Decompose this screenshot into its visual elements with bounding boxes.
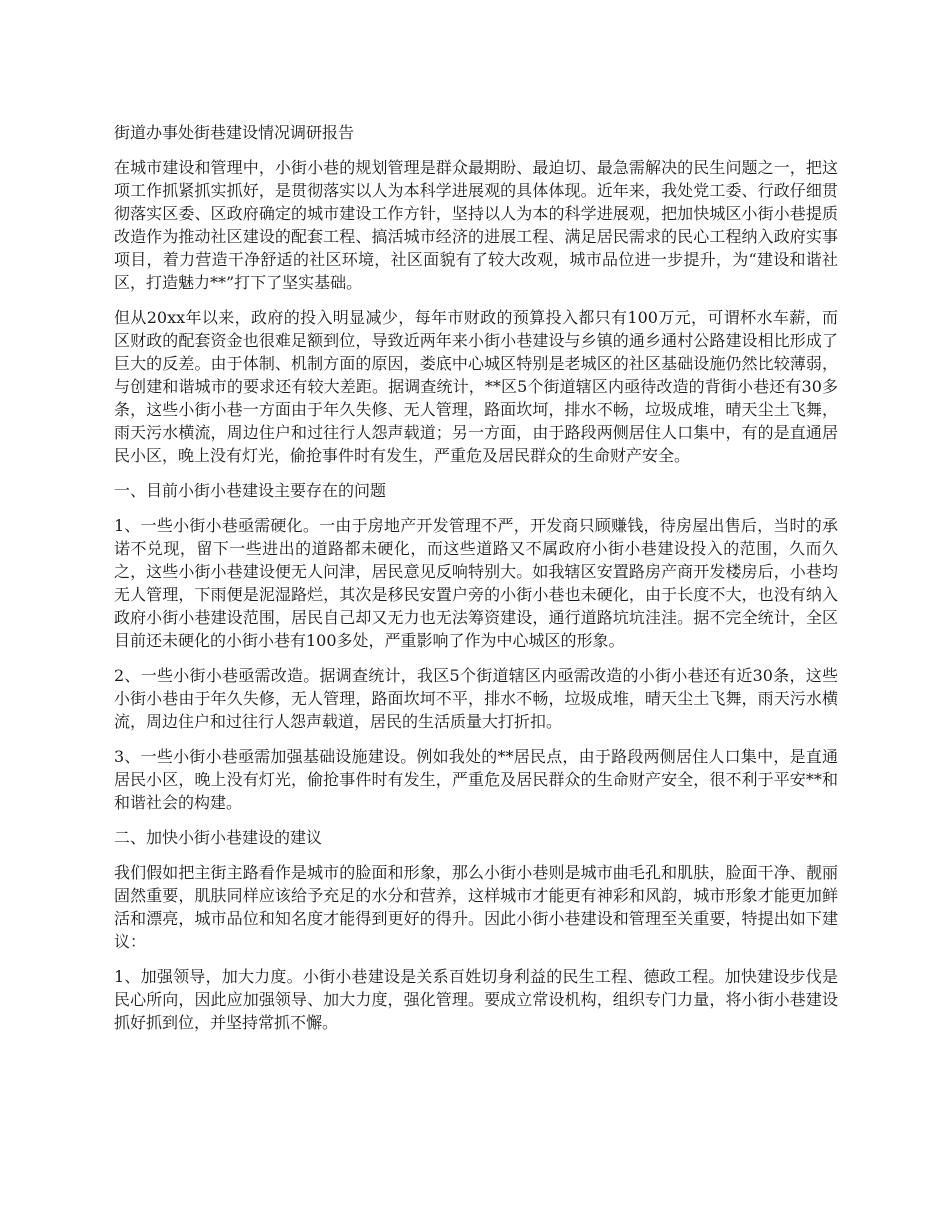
background-paragraph: 但从20xx年以来，政府的投入明显减少，每年市财政的预算投入都只有100万元，可谓杯水车薪，而区财政的配套资金也很难足额到位，导致近两年来小街小巷建设与乡镇的通乡通村公路建设相比形成了巨大的反差。由于体制、机制方面的原因，娄底中心城区特别是老城区的社区基础设施仍然比较薄弱，与创建和谐城市的要求还有较大差距。据调查统计，**区5个街道辖区内亟待改造的背街小巷还有30多条，这些小街小巷一方面由于年久失修、无人管理，路面坎坷，排水不畅，垃圾成堆，晴天尘土飞舞，雨天污水横流，周边住户和过往行人怨声载道；另一方面，由于路段两侧居住人口集中，有的是直通居民小区，晚上没有灯光，偷抢事件时有发生，严重危及居民群众的生命财产安全。 (114, 308, 838, 465)
problem-2-paragraph: 2、一些小街小巷亟需改造。据调查统计，我区5个街道辖区内亟需改造的小街小巷还有近30条，这些小街小巷由于年久失修，无人管理，路面坎坷不平，排水不畅，垃圾成堆，晴天尘土飞舞，雨天污水横流，周边住户和过往行人怨声载道，居民的生活质量大打折扣。 (114, 666, 838, 731)
problem-1-paragraph: 1、一些小街小巷亟需硬化。一由于房地产开发管理不严，开发商只顾赚钱，待房屋出售后，当时的承诺不兑现，留下一些进出的道路都未硬化，而这些道路又不属政府小街小巷建设投入的范围，久而久之，这些小街小巷建设便无人问津，居民意见反响特别大。如我辖区安置路房产商开发楼房后，小巷均无人管理，下雨便是泥湿路烂，其次是移民安置户旁的小街小巷也未硬化，由于长度不大，也没有纳入政府小街小巷建设范围，居民自己却又无力也无法筹资建设，通行道路坑坑洼洼。据不完全统计，全区目前还未硬化的小街小巷有100多处，严重影响了作为中心城区的形象。 (114, 516, 838, 650)
section-1-heading: 一、目前小街小巷建设主要存在的问题 (114, 481, 387, 500)
suggestion-1-paragraph: 1、加强领导，加大力度。小街小巷建设是关系百姓切身利益的民生工程、德政工程。加快建设步伐是民心所向，因此应加强领导、加大力度，强化管理。要成立常设机构，组织专门力量，将小街小巷建设抓好抓到位，并坚持常抓不懈。 (114, 967, 838, 1032)
suggestion-intro-paragraph: 我们假如把主街主路看作是城市的脸面和形象，那么小街小巷则是城市曲毛孔和肌肤，脸面干净、靓丽固然重要，肌肤同样应该给予充足的水分和营养，这样城市才能更有神彩和风韵，城市形象才能更加鲜活和漂亮，城市品位和知名度才能得到更好的得升。因此小街小巷建设和管理至关重要，特提出如下建议： (114, 863, 838, 951)
section-2-heading: 二、加快小街小巷建设的建议 (114, 828, 323, 847)
document-page (114, 121, 838, 1046)
intro-paragraph: 在城市建设和管理中，小街小巷的规划管理是群众最期盼、最迫切、最急需解决的民生问题之一，把这项工作抓紧抓实抓好，是贯彻落实以人为本科学进展观的具体体现。近年来，我处党工委、行政仔细贯彻落实区委、区政府确定的城市建设工作方针，坚持以人为本的科学进展观，把加快城区小街小巷提质改造作为推动社区建设的配套工程、搞活城市经济的进展工程、满足居民需求的民心工程纳入政府实事项目，着力营造干净舒适的社区环境，社区面貌有了较大改观，城市品位进一步提升，为“建设和谐社区，打造魅力**”打下了坚实基础。 (114, 158, 838, 292)
problem-3-paragraph: 3、一些小街小巷亟需加强基础设施建设。例如我处的**居民点，由于路段两侧居住人口集中，是直通居民小区，晚上没有灯光，偷抢事件时有发生，严重危及居民群众的生命财产安全，很不利于平安**和和谐社会的构建。 (114, 747, 838, 812)
document-title: 街道办事处街巷建设情况调研报告 (114, 123, 355, 142)
